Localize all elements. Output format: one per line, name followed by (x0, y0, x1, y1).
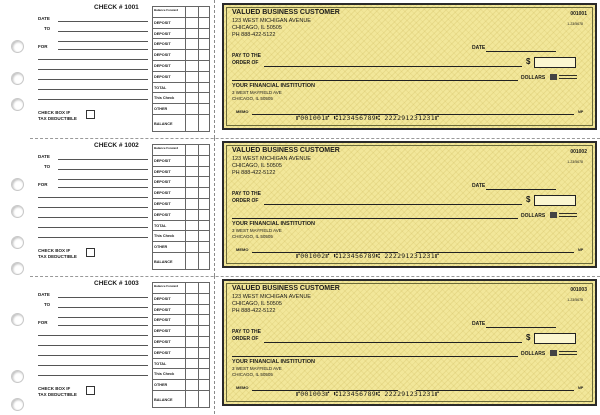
ledger-column-divider (198, 144, 199, 270)
customer-phone: PH 888-422-5122 (232, 308, 276, 314)
dollar-sign: $ (526, 333, 531, 342)
stub-for-line-3[interactable] (38, 345, 148, 346)
dollars-label: DOLLARS (521, 351, 546, 357)
stub-date-label: DATE (38, 154, 50, 159)
perforation-line (214, 0, 215, 138)
stub-for-line[interactable] (58, 325, 148, 326)
mp-label: MP (578, 386, 584, 390)
micr-line: ⑈001002⑈ ⑆123456789⑆ 222291231231⑈ (296, 252, 440, 260)
check-number: 001003 (570, 287, 587, 293)
date-line[interactable] (486, 51, 556, 52)
customer-address-line2: CHICAGO, IL 50505 (232, 163, 282, 169)
payee-line[interactable] (264, 204, 522, 205)
stub-for-line-4[interactable] (38, 79, 148, 80)
stub-ledger (152, 144, 210, 270)
stub-for-line-6[interactable] (38, 237, 148, 238)
customer-address-line2: CHICAGO, IL 50505 (232, 25, 282, 31)
customer-address-line2: CHICAGO, IL 50505 (232, 301, 282, 307)
pay-to-label: PAY TO THE (232, 53, 261, 59)
bank-address-line1: 3 WEST MAYFIELD AVE (232, 90, 282, 95)
ledger-column-divider (198, 282, 199, 408)
stub-for-line-2[interactable] (38, 335, 148, 336)
routing-fraction: 1-23/5678 (567, 160, 583, 164)
ledger-row: DEPOSIT (152, 304, 209, 314)
dollar-sign: $ (526, 195, 531, 204)
stub-for-line-3[interactable] (38, 207, 148, 208)
ledger-row: DEPOSIT (152, 155, 209, 165)
perforation-line (214, 276, 215, 414)
stub-to-line[interactable] (58, 169, 148, 170)
customer-address-line1: 123 WEST MICHIGAN AVENUE (232, 294, 311, 300)
stub-date-line[interactable] (58, 297, 148, 298)
ledger-row: DEPOSIT (152, 28, 209, 38)
stub-ledger (152, 282, 210, 408)
ledger-row: DEPOSIT (152, 49, 209, 59)
perforation-line (214, 138, 215, 276)
stub-for-line-4[interactable] (38, 217, 148, 218)
stub-date-label: DATE (38, 292, 50, 297)
ledger-row: Balance Forward (152, 282, 209, 292)
bank-address-line2: CHICAGO, IL 50505 (232, 372, 273, 377)
stub-for-line-6[interactable] (38, 99, 148, 100)
stub-to-line-2[interactable] (58, 317, 148, 318)
stub-tax-label: CHECK BOX IF (38, 110, 71, 115)
ledger-column-divider (198, 6, 199, 132)
micr-line: ⑈001003⑈ ⑆123456789⑆ 222291231231⑈ (296, 390, 440, 398)
payee-line[interactable] (264, 342, 522, 343)
ledger-row: DEPOSIT (152, 347, 209, 357)
order-of-label: ORDER OF (232, 60, 259, 66)
bank-address-line1: 3 WEST MAYFIELD AVE (232, 366, 282, 371)
check-stub (34, 0, 214, 138)
amount-words-line[interactable] (232, 80, 518, 81)
memo-label: MEMO (236, 385, 249, 390)
stub-for-line-5[interactable] (38, 227, 148, 228)
business-check (222, 279, 597, 406)
ledger-row: DEPOSIT (152, 176, 209, 186)
ledger-row: This Check (152, 92, 209, 102)
ledger-row: DEPOSIT (152, 293, 209, 303)
customer-name: VALUED BUSINESS CUSTOMER (232, 147, 340, 154)
payee-line[interactable] (264, 66, 522, 67)
stub-tax-label-2: TAX DEDUCTIBLE (38, 392, 77, 397)
stub-tax-label-2: TAX DEDUCTIBLE (38, 116, 77, 121)
stub-date-label: DATE (38, 16, 50, 21)
ledger-row: DEPOSIT (152, 209, 209, 219)
bank-address-line1: 3 WEST MAYFIELD AVE (232, 228, 282, 233)
ledger-column-divider (209, 6, 210, 132)
check-number: 001001 (570, 11, 587, 17)
amount-box[interactable] (534, 333, 576, 344)
stub-to-line-2[interactable] (58, 41, 148, 42)
bank-name: YOUR FINANCIAL INSTITUTION (232, 83, 316, 89)
customer-address-line1: 123 WEST MICHIGAN AVENUE (232, 18, 311, 24)
stub-to-line-2[interactable] (58, 179, 148, 180)
ledger-row: DEPOSIT (152, 71, 209, 81)
date-line[interactable] (486, 189, 556, 190)
ledger-column-divider (152, 144, 153, 270)
tax-deductible-checkbox[interactable] (86, 110, 95, 119)
memo-label: MEMO (236, 109, 249, 114)
routing-fraction: 1-23/5678 (567, 298, 583, 302)
mp-label: MP (578, 248, 584, 252)
security-features-text: ▬▬▬▬▬▬ ▬▬▬▬▬▬ (559, 73, 577, 80)
ledger-balance-row: BALANCE (152, 252, 209, 270)
business-check (222, 3, 597, 130)
stub-to-label: TO (44, 302, 51, 307)
customer-phone: PH 888-422-5122 (232, 170, 276, 176)
amount-box[interactable] (534, 195, 576, 206)
dollars-label: DOLLARS (521, 213, 546, 219)
amount-words-line[interactable] (232, 356, 518, 357)
security-lock-icon (550, 350, 557, 356)
stub-check-number: CHECK # 1001 (94, 4, 139, 11)
ledger-row: DEPOSIT (152, 166, 209, 176)
stub-for-line-6[interactable] (38, 375, 148, 376)
ledger-row: DEPOSIT (152, 187, 209, 197)
stub-for-label: FOR (38, 44, 48, 49)
stub-to-label: TO (44, 26, 51, 31)
stub-for-line-5[interactable] (38, 365, 148, 366)
ledger-column-divider (209, 144, 210, 270)
check-stub (34, 276, 214, 414)
stub-to-line[interactable] (58, 31, 148, 32)
date-line[interactable] (486, 327, 556, 328)
stub-for-line[interactable] (58, 49, 148, 50)
stub-check-number: CHECK # 1002 (94, 142, 139, 149)
routing-fraction: 1-23/5678 (567, 22, 583, 26)
pay-to-label: PAY TO THE (232, 329, 261, 335)
ledger-row: This Check (152, 368, 209, 378)
pay-to-label: PAY TO THE (232, 191, 261, 197)
order-of-label: ORDER OF (232, 198, 259, 204)
ledger-column-divider (209, 282, 210, 408)
date-label: DATE (472, 321, 486, 327)
bank-name: YOUR FINANCIAL INSTITUTION (232, 359, 316, 365)
signature-line[interactable] (416, 252, 574, 253)
ledger-row: TOTAL (152, 220, 209, 230)
ledger-row: OTHER (152, 379, 209, 389)
security-lock-icon (550, 212, 557, 218)
bank-name: YOUR FINANCIAL INSTITUTION (232, 221, 316, 227)
signature-line[interactable] (416, 114, 574, 115)
check-unit (0, 138, 600, 276)
ledger-column-divider (185, 144, 186, 270)
tax-deductible-checkbox[interactable] (86, 248, 95, 257)
signature-line[interactable] (416, 390, 574, 391)
ledger-row: TOTAL (152, 82, 209, 92)
stub-for-line[interactable] (58, 187, 148, 188)
stub-to-line[interactable] (58, 307, 148, 308)
tear-line (30, 276, 600, 277)
stub-for-line-4[interactable] (38, 355, 148, 356)
business-check (222, 141, 597, 268)
ledger-balance-row: BALANCE (152, 390, 209, 408)
ledger-balance-row: BALANCE (152, 114, 209, 132)
stub-for-label: FOR (38, 320, 48, 325)
stub-to-label: TO (44, 164, 51, 169)
check-unit (0, 0, 600, 138)
check-stub (34, 138, 214, 276)
stub-for-line-2[interactable] (38, 197, 148, 198)
stub-tax-label: CHECK BOX IF (38, 248, 71, 253)
ledger-row: This Check (152, 230, 209, 240)
bank-address-line2: CHICAGO, IL 50505 (232, 96, 273, 101)
stub-check-number: CHECK # 1003 (94, 280, 139, 287)
ledger-column-divider (185, 6, 186, 132)
security-features-text: ▬▬▬▬▬▬ ▬▬▬▬▬▬ (559, 211, 577, 218)
stub-date-line[interactable] (58, 159, 148, 160)
customer-phone: PH 888-422-5122 (232, 32, 276, 38)
memo-label: MEMO (236, 247, 249, 252)
ledger-row: Balance Forward (152, 144, 209, 154)
ledger-column-divider (152, 282, 153, 408)
amount-box[interactable] (534, 57, 576, 68)
bank-address-line2: CHICAGO, IL 50505 (232, 234, 273, 239)
ledger-column-divider (152, 6, 153, 132)
tear-line (30, 138, 600, 139)
stub-date-line[interactable] (58, 21, 148, 22)
check-number: 001002 (570, 149, 587, 155)
stub-for-line-3[interactable] (38, 69, 148, 70)
ledger-row: OTHER (152, 103, 209, 113)
security-features-text: ▬▬▬▬▬▬ ▬▬▬▬▬▬ (559, 349, 577, 356)
ledger-row: DEPOSIT (152, 336, 209, 346)
date-label: DATE (472, 45, 486, 51)
ledger-row: DEPOSIT (152, 314, 209, 324)
order-of-label: ORDER OF (232, 336, 259, 342)
stub-for-line-5[interactable] (38, 89, 148, 90)
customer-name: VALUED BUSINESS CUSTOMER (232, 9, 340, 16)
dollars-label: DOLLARS (521, 75, 546, 81)
mp-label: MP (578, 110, 584, 114)
ledger-row: DEPOSIT (152, 17, 209, 27)
ledger-row: DEPOSIT (152, 198, 209, 208)
ledger-row: TOTAL (152, 358, 209, 368)
ledger-row: DEPOSIT (152, 38, 209, 48)
ledger-row: Balance Forward (152, 6, 209, 16)
amount-words-line[interactable] (232, 218, 518, 219)
stub-for-label: FOR (38, 182, 48, 187)
stub-ledger (152, 6, 210, 132)
check-unit (0, 276, 600, 414)
date-label: DATE (472, 183, 486, 189)
stub-tax-label: CHECK BOX IF (38, 386, 71, 391)
ledger-row: DEPOSIT (152, 60, 209, 70)
tax-deductible-checkbox[interactable] (86, 386, 95, 395)
customer-name: VALUED BUSINESS CUSTOMER (232, 285, 340, 292)
ledger-row: DEPOSIT (152, 325, 209, 335)
dollar-sign: $ (526, 57, 531, 66)
micr-line: ⑈001001⑈ ⑆123456789⑆ 222291231231⑈ (296, 114, 440, 122)
security-lock-icon (550, 74, 557, 80)
stub-for-line-2[interactable] (38, 59, 148, 60)
customer-address-line1: 123 WEST MICHIGAN AVENUE (232, 156, 311, 162)
stub-tax-label-2: TAX DEDUCTIBLE (38, 254, 77, 259)
ledger-row: OTHER (152, 241, 209, 251)
ledger-column-divider (185, 282, 186, 408)
